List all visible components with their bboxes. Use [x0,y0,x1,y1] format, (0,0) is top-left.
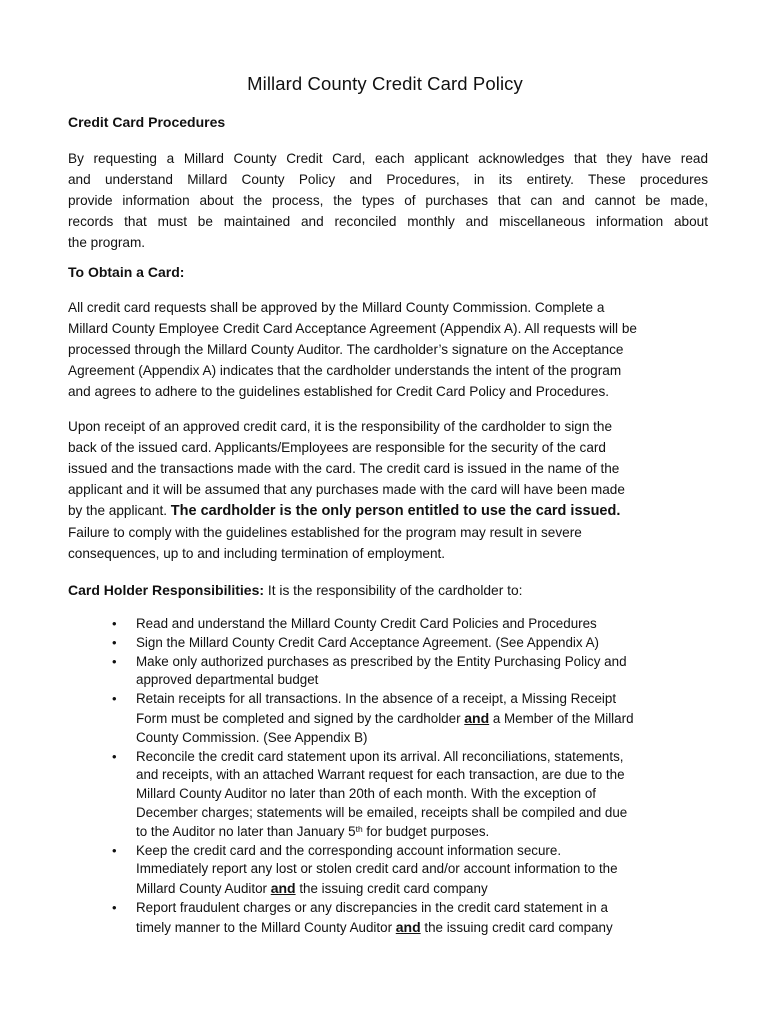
document-title: Millard County Credit Card Policy [247,73,523,94]
procedures-paragraph [68,148,708,253]
bullet-icon: • [112,691,117,707]
text-line: Upon receipt of an approved credit card, it is the responsibility of the cardholder to sign the [68,419,613,434]
text-line: Retain receipts for all transactions. In the absence of a receipt, a Missing Receipt [136,691,617,707]
text-line: Reconcile the credit card statement upon its arrival. All reconciliations, statements, [136,748,624,764]
obtain-paragraph-1 [68,297,708,402]
obtain-heading: To Obtain a Card: [68,264,185,280]
text-line: Read and understand the Millard County Credit Card Policies and Procedures [136,616,597,631]
bullet-icon: • [112,634,117,650]
responsibilities-heading-line [68,582,523,598]
text-line: December charges; statements will be emailed, receipts shall be compiled and due [136,804,628,820]
bullet-icon: • [112,899,117,915]
text-line [136,823,708,842]
list-item [68,748,708,842]
text-line [68,500,708,522]
text-line: All credit card requests shall be approved by the Millard County Commission. Complete a [68,300,605,315]
list-item [68,899,708,938]
text-run: the issuing credit card company [295,881,488,897]
text-line: Millard County Auditor no later than 20th of each month. With the exception of [136,786,597,802]
emphasis-and: and [270,880,296,897]
text-line: back of the issued card. Applicants/Employees are responsible for the security of the card [68,440,606,455]
text-run: to the Auditor no later than January 5 [136,823,356,839]
text-run: by the applicant. [68,503,171,518]
text-run: for budget purposes. [362,823,490,839]
bullet-icon: • [112,653,117,669]
text-line: Agreement (Appendix A) indicates that the cardholder understands the intent of the program [68,363,622,378]
responsibilities-intro: It is the responsibility of the cardholder to: [267,583,523,598]
responsibilities-heading: Card Holder Responsibilities: [68,582,265,598]
text-line [136,918,708,938]
text-line: the program. [68,235,146,250]
text-line: and agrees to adhere to the guidelines established for Credit Card Policy and Procedures. [68,384,610,399]
text-line: records that must be maintained and reconciled monthly and miscellaneous information about [68,214,708,229]
text-run: Millard County Auditor [136,881,271,897]
text-line: Make only authorized purchases as prescribed by the Entity Purchasing Policy and [136,653,627,669]
text-line: Sign the Millard County Credit Card Acceptance Agreement. (See Appendix A) [136,634,599,650]
bullet-icon: • [112,616,117,631]
text-run: a Member of the Millard [489,710,634,726]
emphasis-and: and [464,709,490,726]
text-line: Report fraudulent charges or any discrepancies in the credit card statement in a [136,899,608,915]
text-line: and understand Millard County Policy and Procedures, in its entirety. These procedures [68,172,708,187]
list-item [68,690,708,747]
text-line: Keep the credit card and the corresponding account information secure. [136,842,562,858]
text-line [136,709,708,729]
text-run: timely manner to the Millard County Auditor [136,919,396,935]
responsibilities-list [68,615,708,938]
text-line: approved departmental budget [136,672,319,688]
text-line: processed through the Millard County Auditor. The cardholder’s signature on the Acceptance [68,342,624,357]
text-run: Form must be completed and signed by the cardholder [136,710,465,726]
text-line: issued and the transactions made with the card. The credit card is issued in the name of the [68,461,620,476]
text-run: the issuing credit card company [420,919,613,935]
text-line: Millard County Employee Credit Card Acceptance Agreement (Appendix A). All requests will be [68,321,637,336]
text-line: and receipts, with an attached Warrant request for each transaction, are due to the [136,767,625,783]
text-line: By requesting a Millard County Credit Card, each applicant acknowledges that they have read [68,151,708,166]
emphasis-statement: The cardholder is the only person entitled to use the card issued. [170,503,621,519]
text-line: Failure to comply with the guidelines established for the program may result in severe [68,525,582,540]
text-line [136,879,708,899]
text-line: consequences, up to and including termination of employment. [68,546,446,561]
list-item [68,653,708,691]
list-item [68,842,708,899]
bullet-icon: • [112,842,117,858]
text-line: provide information about the process, the types of purchases that can and cannot be made, [68,193,708,208]
bullet-icon: • [112,748,117,764]
superscript: th [355,823,363,834]
list-item [68,615,708,634]
text-line: County Commission. (See Appendix B) [136,729,368,745]
procedures-heading: Credit Card Procedures [68,114,226,130]
obtain-paragraph-2 [68,416,708,564]
text-line: applicant and it will be assumed that any purchases made with the card will have been made [68,482,625,497]
emphasis-and: and [395,918,421,935]
text-line: Immediately report any lost or stolen credit card and/or account information to the [136,861,618,877]
list-item [68,634,708,653]
